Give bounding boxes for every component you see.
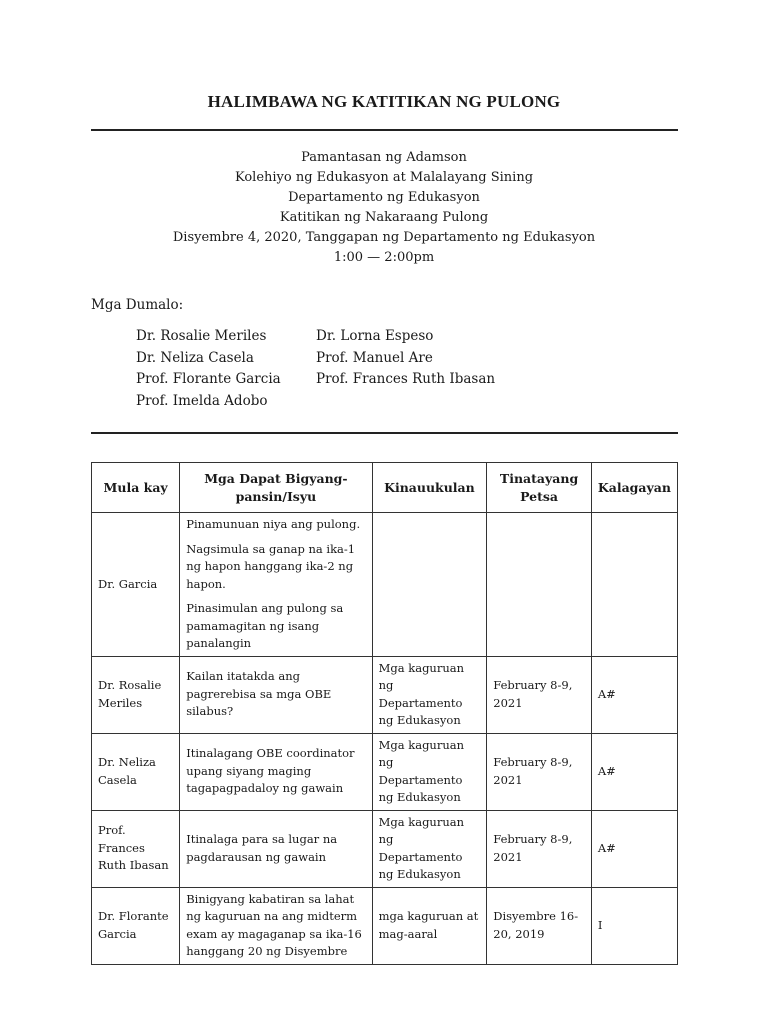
minutes-table [91,462,678,965]
cell-status: I [591,887,677,964]
meeting-header [0,148,768,268]
cell-from: Prof. Frances Ruth Ibasan [92,810,180,887]
cell-date: February 8-9, 2021 [487,656,592,733]
issue-line: Nagsimula sa ganap na ika-1 ng hapon hanggang ika-2 ng hapon. [186,541,356,591]
document-title: HALIMBAWA NG KATITIKAN NG PULONG [207,92,561,111]
attendee: Prof. Manuel Are [316,349,433,366]
department-name: Departamento ng Edukasyon [288,190,480,205]
cell-date: February 8-9, 2021 [487,733,592,810]
cell-status: A# [591,656,677,733]
cell-from: Dr. Neliza Casela [92,733,180,810]
table-row [92,887,678,964]
cell-concerned: Mga kaguruan ng Departamento ng Edukasyon [372,733,487,810]
table-row [92,733,678,810]
attendee: Dr. Neliza Casela [136,349,254,366]
cell-date: Disyembre 16-20, 2019 [487,887,592,964]
column-header-from: Mula kay [92,463,180,513]
cell-from: Dr. Garcia [92,513,180,657]
cell-concerned: mga kaguruan at mag-aaral [372,887,487,964]
cell-status: A# [591,810,677,887]
cell-issue [180,513,372,657]
university-name: Pamantasan ng Adamson [301,150,467,165]
column-header-issue: Mga Dapat Bigyang-pansin/Isyu [180,463,372,513]
cell-from: Dr. Florante Garcia [92,887,180,964]
attendee: Dr. Rosalie Meriles [136,328,267,344]
top-divider [91,129,678,131]
cell-issue: Binigyang kabatiran sa lahat ng kaguruan na ang midterm exam ay magaganap sa ika-16 hanggang 20 ng Disyembre [180,887,372,964]
attendee: Dr. Lorna Espeso [316,328,434,344]
attendee: Prof. Imelda Adobo [136,392,268,409]
attendees-list [136,326,536,412]
column-header-concerned: Kinauukulan [372,463,487,513]
cell-date [487,513,592,657]
issue-line: Pinamunuan niya ang pulong. [186,517,361,531]
bottom-divider [91,432,678,434]
table-row [92,513,678,657]
attendees-label: Mga Dumalo: [91,297,184,313]
attendee: Prof. Florante Garcia [136,371,281,387]
cell-status [591,513,677,657]
table-header-row [92,463,678,513]
cell-status: A# [591,733,677,810]
cell-issue: Itinalagang OBE coordinator upang siyang maging tagapagpadaloy ng gawain [180,733,372,810]
college-name: Kolehiyo ng Edukasyon at Malalayang Sining [234,170,534,185]
table-row [92,810,678,887]
minutes-label: Katitikan ng Nakaraang Pulong [279,210,489,225]
cell-issue: Kailan itatakda ang pagrerebisa sa mga OBE silabus? [180,656,372,733]
column-header-date: Tinatayang Petsa [487,463,592,513]
issue-line: Pinasimulan ang pulong sa pamamagitan ng isang panalangin [186,601,344,650]
attendee: Prof. Frances Ruth Ibasan [316,371,496,387]
meeting-time: 1:00 — 2:00pm [333,250,435,265]
cell-issue: Itinalaga para sa lugar na pagdarausan ng gawain [180,810,372,887]
cell-date: February 8-9, 2021 [487,810,592,887]
table-row [92,656,678,733]
cell-concerned: Mga kaguruan ng Departamento ng Edukasyon [372,656,487,733]
cell-concerned: Mga kaguruan ng Departamento ng Edukasyon [372,810,487,887]
cell-from: Dr. Rosalie Meriles [92,656,180,733]
meeting-date-venue: Disyembre 4, 2020, Tanggapan ng Departamento ng Edukasyon [172,230,596,245]
cell-concerned [372,513,487,657]
column-header-status: Kalagayan [591,463,677,513]
